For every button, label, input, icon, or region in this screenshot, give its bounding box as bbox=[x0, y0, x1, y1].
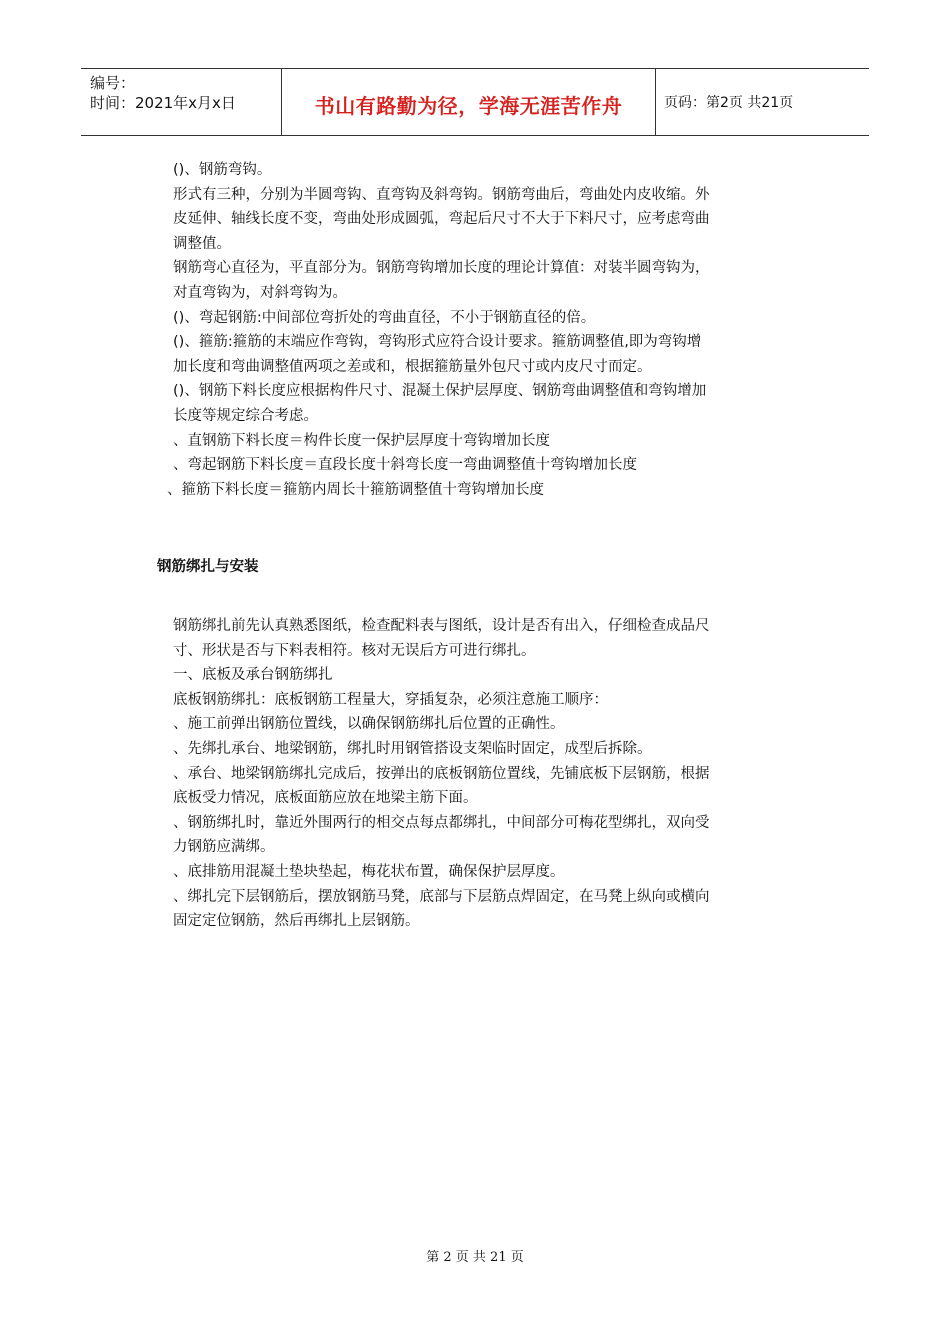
paragraph-line: 调整值。 bbox=[173, 235, 231, 252]
section-title: 钢筋绑扎与安装 bbox=[157, 559, 259, 575]
header-page-number: 页码：第2页 共21页 bbox=[664, 95, 794, 111]
paragraph-line: 、绑扎完下层钢筋后，摆放钢筋马凳，底部与下层筋点焊固定，在马凳上纵向或横向 bbox=[173, 888, 710, 905]
paragraph-line: 对直弯钩为，对斜弯钩为。 bbox=[173, 284, 347, 301]
paragraph-line: 底板钢筋绑扎：底板钢筋工程量大，穿插复杂，必须注意施工顺序： bbox=[173, 691, 608, 708]
paragraph-line: 一、底板及承台钢筋绑扎 bbox=[173, 667, 333, 684]
header-motto-cell bbox=[282, 69, 656, 135]
paragraph-line: 、箍筋下料长度＝箍筋内周长十箍筋调整值十弯钩增加长度 bbox=[167, 481, 544, 498]
section-rebar-hooks bbox=[167, 158, 813, 502]
header-meta-cell bbox=[81, 69, 282, 135]
header-page-cell bbox=[656, 69, 869, 135]
paragraph-line: ()、弯起钢筋:中间部位弯折处的弯曲直径，不小于钢筋直径的倍。 bbox=[173, 309, 596, 326]
paragraph-line: 寸、形状是否与下料表相符。核对无误后方可进行绑扎。 bbox=[173, 642, 536, 659]
paragraph-line: 、底排筋用混凝土垫块垫起，梅花状布置，确保保护层厚度。 bbox=[173, 863, 565, 880]
paragraph-line: 、钢筋绑扎时，靠近外围两行的相交点每点都绑扎，中间部分可梅花型绑扎，双向受 bbox=[173, 814, 710, 831]
paragraph-line: 、直钢筋下料长度＝构件长度一保护层厚度十弯钩增加长度 bbox=[173, 432, 550, 449]
motto-text: 书山有路勤为径，学海无涯苦作舟 bbox=[314, 93, 623, 118]
paragraph-line: ()、钢筋弯钩。 bbox=[173, 162, 272, 178]
paragraph-line: 、承台、地梁钢筋绑扎完成后，按弹出的底板钢筋位置线，先铺底板下层钢筋，根据 bbox=[173, 765, 710, 782]
paragraph-line: 、施工前弹出钢筋位置线，以确保钢筋绑扎后位置的正确性。 bbox=[173, 716, 565, 733]
paragraph-line: 加长度和弯曲调整值两项之差或和，根据箍筋量外包尺寸或内皮尺寸而定。 bbox=[173, 358, 652, 375]
document-date-label: 时间：2021年x月x日 bbox=[90, 94, 236, 112]
document-number-label: 编号： bbox=[90, 74, 136, 92]
section-rebar-binding bbox=[173, 614, 813, 934]
paragraph-line: 力钢筋应满绑。 bbox=[173, 839, 275, 856]
paragraph-line: 钢筋弯心直径为，平直部分为。钢筋弯钩增加长度的理论计算值：对装半圆弯钩为， bbox=[173, 260, 710, 277]
paragraph-line: 钢筋绑扎前先认真熟悉图纸，检查配料表与图纸，设计是否有出入，仔细检查成品尺 bbox=[173, 618, 710, 634]
paragraph-line: 固定定位钢筋，然后再绑扎上层钢筋。 bbox=[173, 913, 420, 930]
page-footer: 第 2 页 共 21 页 bbox=[426, 1250, 524, 1265]
paragraph-line: 长度等规定综合考虑。 bbox=[173, 407, 318, 424]
paragraph-line: 皮延伸、轴线长度不变，弯曲处形成圆弧，弯起后尺寸不大于下料尺寸，应考虑弯曲 bbox=[173, 211, 710, 228]
paragraph-line: 、先绑扎承台、地梁钢筋，绑扎时用钢管搭设支架临时固定，成型后拆除。 bbox=[173, 740, 652, 757]
paragraph-line: 、弯起钢筋下料长度＝直段长度十斜弯长度一弯曲调整值十弯钩增加长度 bbox=[173, 457, 637, 474]
page-header bbox=[81, 68, 869, 136]
paragraph-line: 形式有三种，分别为半圆弯钩、直弯钩及斜弯钩。钢筋弯曲后，弯曲处内皮收缩。外 bbox=[173, 186, 710, 203]
paragraph-line: ()、箍筋:箍筋的末端应作弯钩，弯钩形式应符合设计要求。箍筋调整值,即为弯钩增 bbox=[173, 334, 702, 351]
paragraph-line: ()、钢筋下料长度应根据构件尺寸、混凝土保护层厚度、钢筋弯曲调整值和弯钩增加 bbox=[173, 383, 707, 400]
paragraph-line: 底板受力情况，底板面筋应放在地梁主筋下面。 bbox=[173, 790, 478, 807]
